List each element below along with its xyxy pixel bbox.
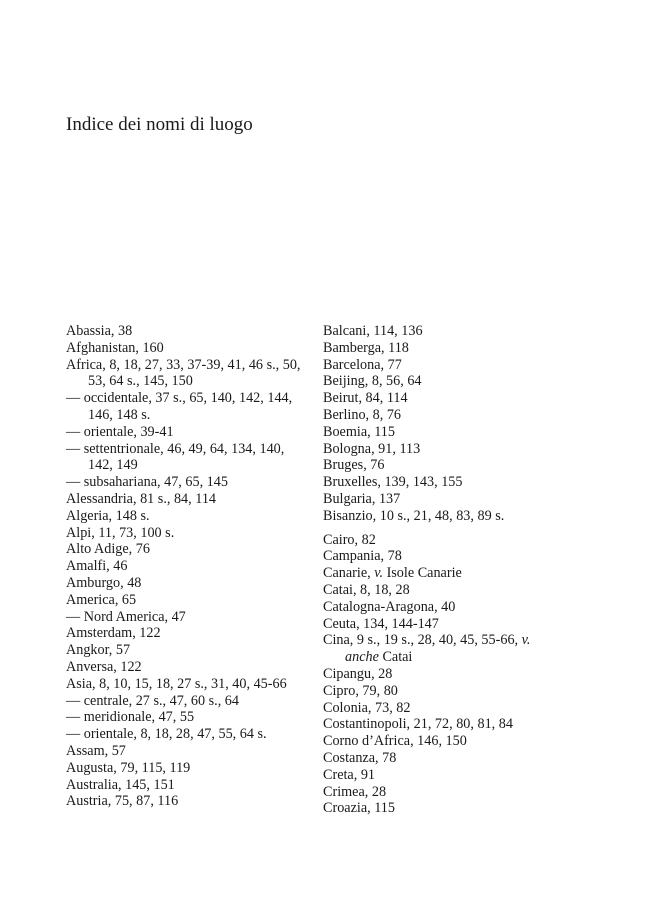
- index-entry: Alpi, 11, 73, 100 s.: [66, 524, 175, 541]
- index-entry: — occidentale, 37 s., 65, 140, 142, 144, 146, 148 s.: [66, 390, 293, 423]
- index-entry: Amsterdam, 122: [66, 625, 161, 642]
- entry-text: Canarie,: [323, 565, 375, 582]
- index-entry: Catai, 8, 18, 28: [323, 581, 410, 598]
- index-entry: Barcelona, 77: [323, 356, 402, 373]
- index-entry: Bruges, 76: [323, 457, 385, 474]
- index-entry: Creta, 91: [323, 766, 376, 783]
- index-entry: Alto Adige, 76: [66, 541, 150, 558]
- index-entry: Bruxelles, 139, 143, 155: [323, 474, 463, 491]
- index-entry: Colonia, 73, 82: [323, 699, 411, 716]
- index-entry: Augusta, 79, 115, 119: [66, 759, 191, 776]
- index-entry: Anversa, 122: [66, 658, 142, 675]
- index-entry: Corno d’Africa, 146, 150: [323, 733, 467, 750]
- index-entry: Angkor, 57: [66, 642, 131, 659]
- index-entry: Berlino, 8, 76: [323, 406, 402, 423]
- cross-ref-anche: anche: [345, 649, 379, 666]
- index-entry: Cipro, 79, 80: [323, 682, 398, 699]
- index-entry: Costantinopoli, 21, 72, 80, 81, 84: [323, 716, 513, 733]
- index-entry: Bulgaria, 137: [323, 490, 401, 507]
- entry-text: Cina, 9 s., 19 s., 28, 40, 45, 55-66,: [323, 632, 522, 649]
- index-entry: Beijing, 8, 56, 64: [323, 373, 422, 390]
- cross-ref-target: Isole Canarie: [383, 565, 462, 582]
- index-entry: Bisanzio, 10 s., 21, 48, 83, 89 s.: [323, 507, 505, 524]
- index-entry: Ceuta, 134, 144-147: [323, 615, 439, 632]
- index-entry: Bamberga, 118: [323, 339, 409, 356]
- index-entry: Bologna, 91, 113: [323, 440, 421, 457]
- index-entry: — settentrionale, 46, 49, 64, 134, 140, 142, 149: [66, 440, 285, 474]
- index-entry: Algeria, 148 s.: [66, 507, 150, 524]
- index-entry: Crimea, 28: [323, 783, 387, 800]
- index-entry: Amalfi, 46: [66, 558, 128, 575]
- index-entry: — meridionale, 47, 55: [66, 709, 195, 726]
- index-entry: Afghanistan, 160: [66, 339, 164, 356]
- index-entry: Asia, 8, 10, 15, 18, 27 s., 31, 40, 45-66: [66, 675, 287, 692]
- index-entry: Amburgo, 48: [66, 574, 142, 591]
- index-entry: — subsahariana, 47, 65, 145: [66, 474, 228, 491]
- index-entry: — Nord America, 47: [66, 608, 186, 625]
- index-entry: America, 65: [66, 591, 137, 608]
- index-entry: — orientale, 8, 18, 28, 47, 55, 64 s.: [66, 726, 267, 743]
- index-entry: Campania, 78: [323, 548, 402, 565]
- index-entry: Boemia, 115: [323, 423, 395, 440]
- index-entry: [323, 565, 563, 582]
- index-entry: Catalogna-Aragona, 40: [323, 598, 456, 615]
- index-column-left: [66, 323, 306, 810]
- index-entry: Abassia, 38: [66, 323, 133, 339]
- index-entry: Cipangu, 28: [323, 665, 393, 682]
- page-title: Indice dei nomi di luogo: [66, 114, 253, 135]
- index-entry: Beirut, 84, 114: [323, 390, 408, 407]
- index-entry: Costanza, 78: [323, 749, 397, 766]
- cross-ref-v: v.: [521, 632, 531, 649]
- index-column-right: [323, 323, 563, 817]
- index-entry: — orientale, 39-41: [66, 423, 174, 440]
- index-entry: Africa, 8, 18, 27, 33, 37-39, 41, 46 s., 50, 53, 64 s., 145, 150: [66, 356, 301, 390]
- index-entry: Alessandria, 81 s., 84, 114: [66, 490, 217, 507]
- index-entry: Australia, 145, 151: [66, 776, 175, 793]
- index-entry: Austria, 75, 87, 116: [66, 793, 179, 810]
- cross-ref-v: v.: [374, 565, 384, 582]
- index-entry: — centrale, 27 s., 47, 60 s., 64: [66, 692, 239, 709]
- index-entry: [323, 632, 563, 666]
- index-entry: Assam, 57: [66, 742, 126, 759]
- index-entry: Balcani, 114, 136: [323, 323, 423, 339]
- cross-ref-target: Catai: [378, 649, 413, 666]
- index-entry: Croazia, 115: [323, 800, 395, 817]
- index-entry: Cairo, 82: [323, 531, 376, 548]
